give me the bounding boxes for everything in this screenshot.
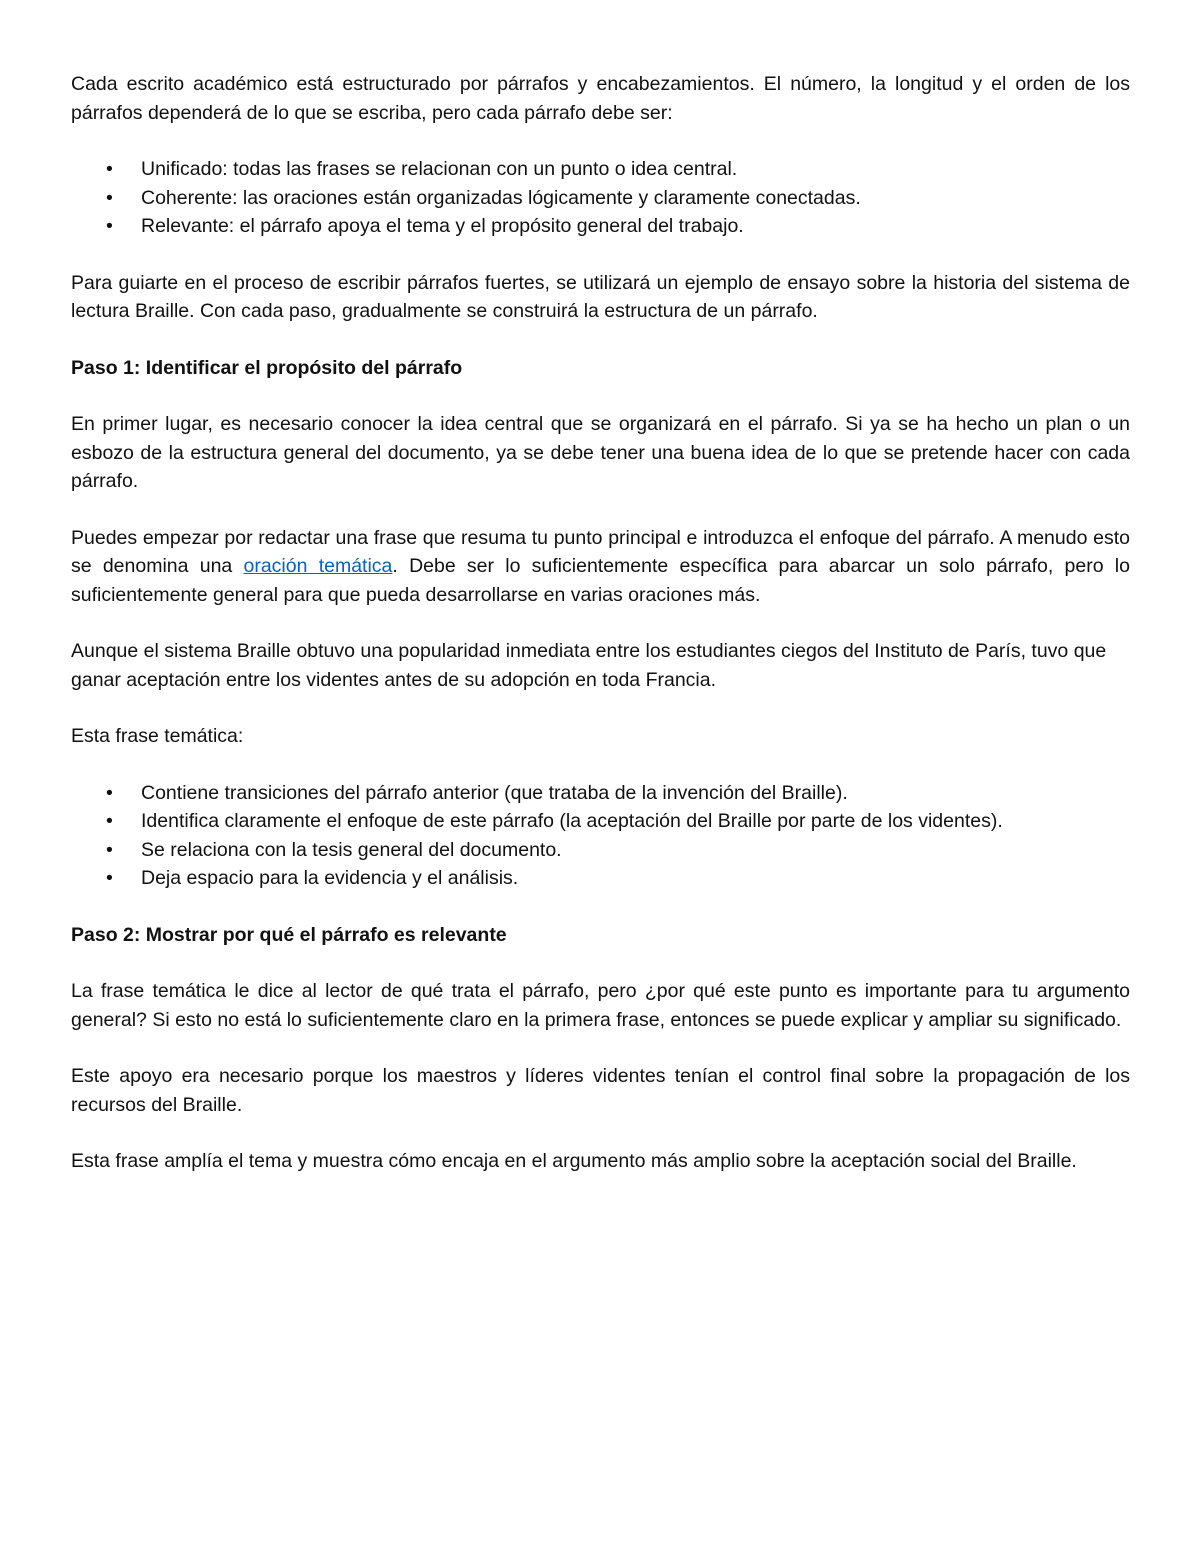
list-item [71,779,1130,808]
step2-paragraph-2: Esta frase amplía el tema y muestra cómo encaja en el argumento más amplio sobre la aceptación social del Braille. [71,1150,1077,1172]
step2-heading: Paso 2: Mostrar por qué el párrafo es relevante [71,923,507,946]
intro-paragraph: Cada escrito académico está estructurado por párrafos y encabezamientos. El número, la longitud y el orden de los párrafos dependerá de lo que se escriba, pero cada párrafo debe ser: [71,73,1130,124]
list-item [71,212,1130,241]
bullet-icon: • [106,838,113,861]
guide-paragraph: Para guiarte en el proceso de escribir párrafos fuertes, se utilizará un ejemplo de ensayo sobre la historia del sistema de lectura Braille. Con cada paso, gradualmente se construirá la estructura de un párrafo. [71,271,1130,322]
bullet-icon: • [106,186,113,209]
step2-paragraph-1: La frase temática le dice al lector de qué trata el párrafo, pero ¿por qué este punto es importante para tu argumento general? Si esto no está lo suficientemente claro en la primera frase, entonces se puede explicar y ampliar su significado. [71,980,1130,1031]
bullet-icon: • [106,158,113,180]
step1-example-sentence: Aunque el sistema Braille obtuvo una popularidad inmediata entre los estudiantes ciegos del Instituto de París, tuvo que ganar aceptación entre los videntes antes de su adopción en toda Francia. [71,640,1107,691]
list-item-text: Coherente: las oraciones están organizadas lógicamente y claramente conectadas. [141,186,861,209]
list-item-text: Se relaciona con la tesis general del documento. [141,838,562,861]
step1-heading: Paso 1: Identificar el propósito del párrafo [71,356,463,379]
topic-sentence-features-list [71,779,1130,893]
topic-sentence-link[interactable]: oración temática [243,555,393,577]
bullet-icon: • [106,810,113,832]
step1-paragraph-2 [71,524,1130,610]
step1-paragraph-1: En primer lugar, es necesario conocer la idea central que se organizará en el párrafo. Si ya se ha hecho un plan o un esbozo de la estructura general del documento, ya se debe tener una buena idea de lo que se pretende hacer con cada párrafo. [71,413,1130,492]
bullet-icon: • [106,867,113,889]
list-item-text: Unificado: todas las frases se relacionan con un punto o idea central. [141,158,738,180]
step1-p2-text-after: . Debe ser lo suficientemente específica para abarcar un solo párrafo, pero lo suficientemente general para que pueda desarrollarse en varias oraciones más. [71,555,1130,606]
step1-list-intro: Esta frase temática: [71,725,244,747]
step1-p2-text-before: Puedes empezar por redactar una frase que resuma tu punto principal e introduzca el enfoque del párrafo. A menudo esto se denomina una [71,526,1130,577]
list-item-text: Deja espacio para la evidencia y el análisis. [141,867,519,889]
paragraph-qualities-list [71,155,1130,241]
bullet-icon: • [106,781,113,804]
list-item [71,155,1130,184]
list-item-text: Contiene transiciones del párrafo anterior (que trataba de la invención del Braille). [141,781,848,804]
bullet-icon: • [106,215,113,237]
list-item [71,864,1130,893]
step2-example-sentence: Este apoyo era necesario porque los maestros y líderes videntes tenían el control final sobre la propagación de los recursos del Braille. [71,1065,1130,1116]
list-item-text: Relevante: el párrafo apoya el tema y el propósito general del trabajo. [141,215,744,237]
list-item [71,836,1130,865]
list-item [71,807,1130,836]
list-item [71,184,1130,213]
list-item-text: Identifica claramente el enfoque de este párrafo (la aceptación del Braille por parte de los videntes). [141,810,1003,832]
